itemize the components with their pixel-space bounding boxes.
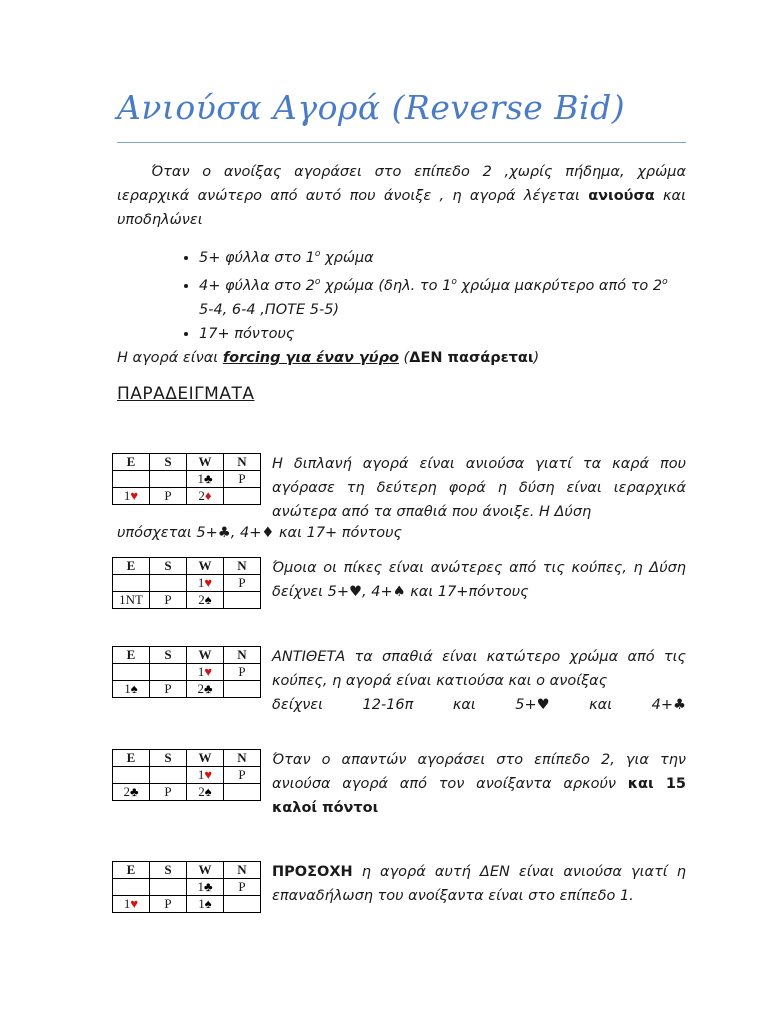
table-header-cell: E [113, 750, 150, 767]
bid-cell [150, 664, 187, 681]
intro-text: Όταν ο ανοίξας αγοράσει στο επίπεδο 2 ,χωρίς πήδημα, χρώμα ιεραρχικά ανώτερο από αυτό που άνοιξε , η αγορά λέγεται [117, 164, 686, 204]
table-header-cell: N [224, 647, 261, 664]
forcing-before: Η αγορά είναι [117, 350, 219, 366]
table-header-cell: N [224, 750, 261, 767]
example-5-bold-lead: ΠΡΟΣΟΧΗ [272, 864, 353, 880]
bid-cell: P [224, 664, 261, 681]
bid-cell: P [224, 575, 261, 592]
bid-cell: P [150, 896, 187, 913]
table-header-cell: E [113, 862, 150, 879]
bid-cell: 1♠ [187, 896, 224, 913]
table-header-cell: E [113, 558, 150, 575]
bid-cell [224, 592, 261, 609]
bid-table [112, 861, 261, 913]
bid-cell [224, 896, 261, 913]
table-header-cell: W [187, 750, 224, 767]
bid-cell [224, 681, 261, 698]
table-row [113, 784, 261, 801]
forcing-bold: ΔΕΝ πασάρεται [409, 350, 534, 366]
bid-cell [224, 488, 261, 505]
bullet-item: • 5+ φύλλα στο $1^o$ χρώμα [199, 242, 686, 270]
bullet-item: • 4+ φύλλα στο $2^o$ χρώμα (δηλ. το $1^o$ χρώμα μακρύτερο από το $2^o$ 5-4, 6-4 ,ΠΟΤΕ 5-5) [199, 270, 686, 322]
ex3-word: 5+♥ [515, 697, 550, 713]
ex3-word: και [452, 697, 476, 713]
bid-cell [150, 879, 187, 896]
bid-cell: P [150, 784, 187, 801]
forcing-link: forcing για έναν γύρο [222, 350, 399, 366]
intro-bold-word: ανιούσα [588, 188, 655, 204]
bid-cell [113, 879, 150, 896]
table-row [113, 664, 261, 681]
example-3-text: ΑΝΤΙΘΕΤΑ τα σπαθιά είναι κατώτερο χρώμα από τις κούπες, η αγορά είναι κατιούσα και ο ανοίξας [272, 649, 686, 689]
bid-cell [150, 471, 187, 488]
bid-cell [224, 784, 261, 801]
table-header-cell: E [113, 647, 150, 664]
bid-cell [150, 767, 187, 784]
table-header-cell: S [150, 558, 187, 575]
bid-cell: 1♥ [187, 664, 224, 681]
intro-paragraph [117, 160, 686, 232]
table-row [113, 575, 261, 592]
table-row [113, 896, 261, 913]
bid-cell: 1♣ [187, 879, 224, 896]
table-row [113, 767, 261, 784]
bid-cell: 2♦ [187, 488, 224, 505]
examples-heading: ΠΑΡΑΔΕΙΓΜΑΤΑ [117, 384, 255, 404]
bid-cell: 1♥ [187, 767, 224, 784]
ex3-word: 4+♣ [651, 697, 686, 713]
ex3-word: 12-16π [362, 697, 414, 713]
bid-cell: 2♠ [187, 592, 224, 609]
example-1-text: Η διπλανή αγορά είναι ανιούσα γιατί τα καρά που αγόρασε τη δεύτερη φορά η δύση είναι ιεραρχικά ανώτερα από τα σπαθιά που άνοιξε. Η Δύση [272, 456, 686, 520]
example-3-last-line [272, 693, 686, 717]
table-row [113, 488, 261, 505]
bid-cell: P [224, 767, 261, 784]
bid-cell [113, 471, 150, 488]
table-row [113, 592, 261, 609]
table-row [113, 681, 261, 698]
table-row [113, 879, 261, 896]
bid-cell [150, 575, 187, 592]
bid-cell [113, 664, 150, 681]
bid-cell [113, 575, 150, 592]
title-underline [117, 142, 686, 143]
bid-table [112, 646, 261, 698]
example-5-text [272, 860, 686, 908]
bid-cell: P [224, 879, 261, 896]
example-5-body: η αγορά αυτή ΔΕΝ είναι ανιούσα γιατί η επαναδήλωση του ανοίξαντα είναι στο επίπεδο 1. [272, 864, 686, 904]
bid-cell: 1NT [113, 592, 150, 609]
example-4-bold: και 15 καλοί πόντοι [272, 776, 687, 816]
bid-cell: P [224, 471, 261, 488]
bid-cell: P [150, 592, 187, 609]
table-header-cell: S [150, 647, 187, 664]
intro-text-after: και υποδηλώνει [117, 188, 687, 228]
bid-cell: 2♣ [187, 681, 224, 698]
table-header-cell: W [187, 862, 224, 879]
bid-table [112, 453, 261, 505]
forcing-paragraph [117, 346, 686, 370]
table-header-cell: W [187, 647, 224, 664]
bid-table [112, 557, 261, 609]
bid-cell: 1♥ [187, 575, 224, 592]
bid-table [112, 749, 261, 801]
table-row [113, 471, 261, 488]
table-header-cell: E [113, 454, 150, 471]
bid-cell [113, 767, 150, 784]
forcing-open: ( [403, 350, 410, 366]
bid-cell: 2♣ [113, 784, 150, 801]
table-header-cell: N [224, 454, 261, 471]
bid-cell: 1♣ [187, 471, 224, 488]
bid-cell: 1♠ [113, 681, 150, 698]
bid-cell: 2♠ [187, 784, 224, 801]
example-1-text-cont: υπόσχεται 5+♣, 4+♦ και 17+ πόντους [117, 525, 403, 541]
bullet-item: • 17+ πόντους [199, 322, 686, 346]
table-header-cell: S [150, 454, 187, 471]
bid-cell: P [150, 488, 187, 505]
forcing-close: ) [533, 350, 540, 366]
table-header-cell: S [150, 862, 187, 879]
ex3-word: και [589, 697, 613, 713]
bid-cell: 1♥ [113, 896, 150, 913]
table-header-cell: N [224, 558, 261, 575]
example-2-text: Όμοια οι πίκες είναι ανώτερες από τις κούπες, η Δύση δείχνει 5+♥, 4+♠ και 17+πόντους [272, 560, 686, 600]
table-header-cell: W [187, 558, 224, 575]
bid-cell: 1♥ [113, 488, 150, 505]
page-title: Ανιούσα Αγορά (Reverse Bid) [117, 88, 626, 127]
table-header-cell: N [224, 862, 261, 879]
ex3-word: δείχνει [272, 697, 324, 713]
bid-cell: P [150, 681, 187, 698]
table-header-cell: S [150, 750, 187, 767]
bullet-list [117, 242, 686, 346]
table-header-cell: W [187, 454, 224, 471]
example-4-text [272, 748, 686, 820]
example-4-body: Όταν ο απαντών αγοράσει στο επίπεδο 2, για την ανιούσα αγορά από τον ανοίξαντα αρκούν [272, 752, 686, 792]
